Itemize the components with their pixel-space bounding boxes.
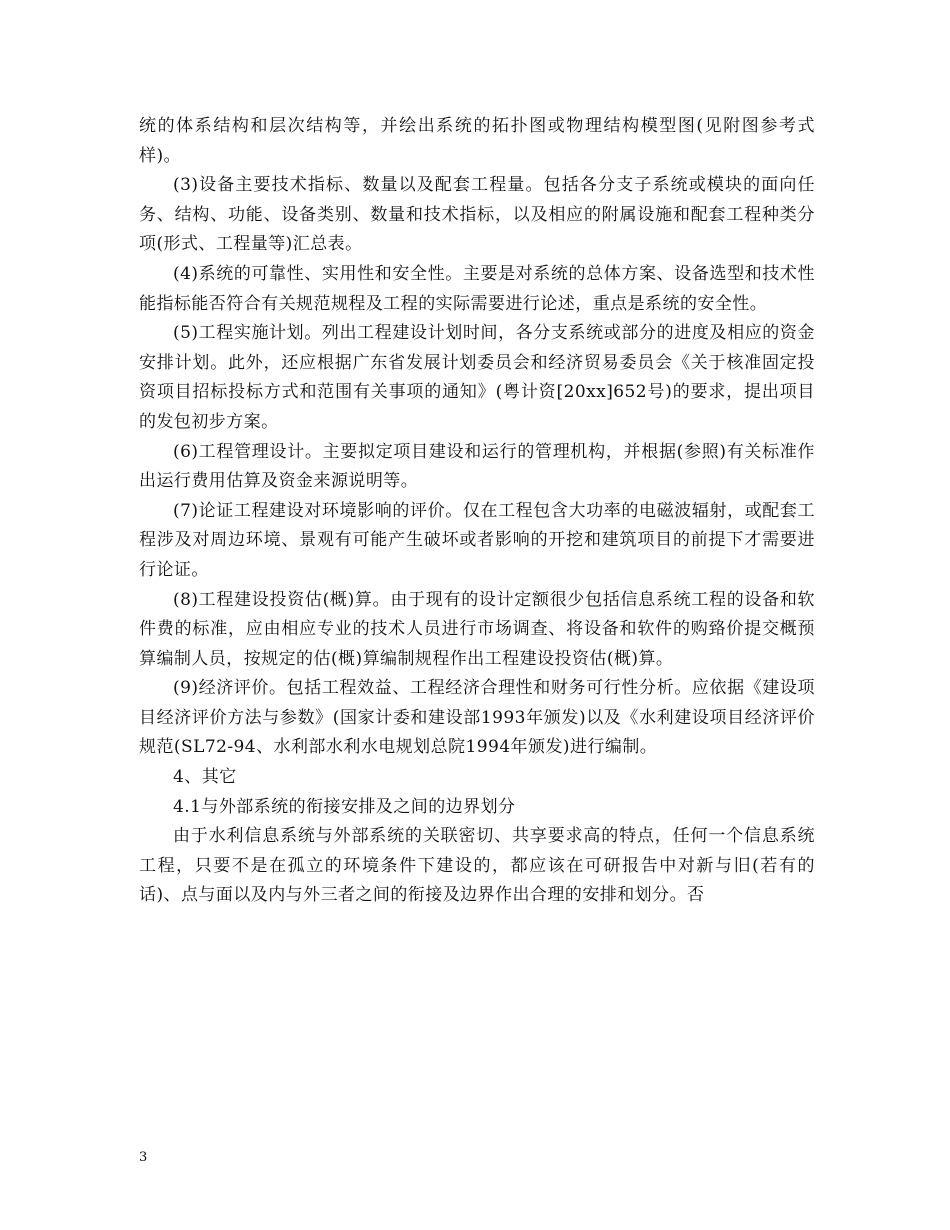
paragraph-item-8: (8)工程建设投资估(概)算。由于现有的设计定额很少包括信息系统工程的设备和软件费的标准，应由相应专业的技术人员进行市场调查、将设备和软件的购臵价提交概预算编制人员，按规定的估(概)算编制规程作出工程建设投资估(概)算。 <box>139 589 815 669</box>
paragraph-interface: 由于水利信息系统与外部系统的关联密切、共享要求高的特点，任何一个信息系统工程，只要不是在孤立的环境条件下建设的，都应该在可研报告中对新与旧(若有的话)、点与面以及内与外三者之间的衔接及边界作出合理的安排和划分。否 <box>139 826 815 906</box>
paragraph-item-5: (5)工程实施计划。列出工程建设计划时间，各分支系统或部分的进度及相应的资金安排计划。此外，还应根据广东省发展计划委员会和经济贸易委员会《关于核准固定投资项目招标投标方式和范围有关事项的通知》(粤计资[20xx]652号)的要求，提出项目的发包初步方案。 <box>139 323 815 432</box>
paragraph-item-9: (9)经济评价。包括工程效益、工程经济合理性和财务可行性分析。应依据《建设项目经济评价方法与参数》(国家计委和建设部1993年颁发)以及《水利建设项目经济评价规范(SL72-94、水利部水利水电规划总院1994年颁发)进行编制。 <box>139 678 815 758</box>
paragraph-item-6: (6)工程管理设计。主要拟定项目建设和运行的管理机构，并根据(参照)有关标准作出运行费用估算及资金来源说明等。 <box>139 441 815 492</box>
paragraph-item-4: (4)系统的可靠性、实用性和安全性。主要是对系统的总体方案、设备选型和技术性能指标能否符合有关规范规程及工程的实际需要进行论述，重点是系统的安全性。 <box>139 263 815 314</box>
section-heading-4: 4、其它 <box>173 767 237 788</box>
paragraph-item-3: (3)设备主要技术指标、数量以及配套工程量。包括各分支子系统或模块的面向任务、结构、功能、设备类别、数量和技术指标，以及相应的附属设施和配套工程种类分项(形式、工程量等)汇总表。 <box>139 175 815 255</box>
document-body <box>139 112 815 911</box>
paragraph-continuation: 统的体系结构和层次结构等，并绘出系统的拓扑图或物理结构模型图(见附图参考式样)。 <box>139 116 815 166</box>
subsection-heading-4-1: 4.1与外部系统的衔接安排及之间的边界划分 <box>173 796 516 817</box>
page-number: 3 <box>139 1150 148 1165</box>
paragraph-item-7: (7)论证工程建设对环境影响的评价。仅在工程包含大功率的电磁波辐射，或配套工程涉及对周边环境、景观有可能产生破坏或者影响的开挖和建筑项目的前提下才需要进行论证。 <box>139 500 815 580</box>
